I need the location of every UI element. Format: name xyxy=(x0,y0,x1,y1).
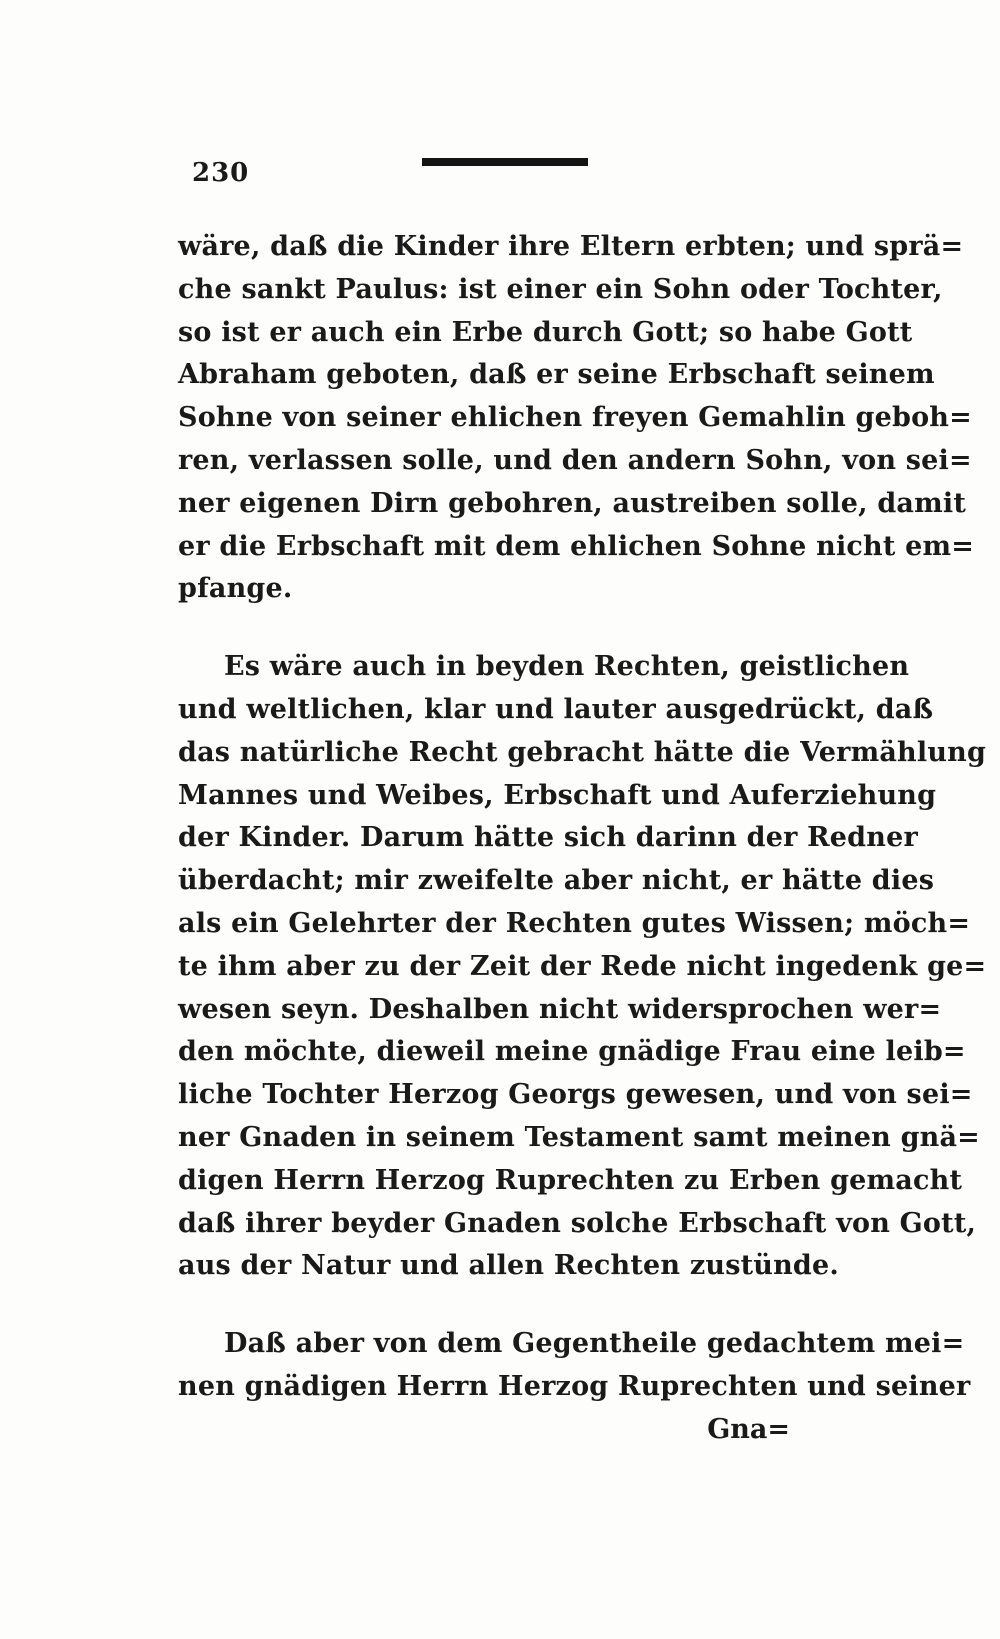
catchword: Gna= xyxy=(707,1413,790,1445)
text-line: Abraham geboten, daß er seine Erbschaft seinem xyxy=(178,359,935,391)
text-line: Daß aber von dem Gegentheile gedachtem mei= xyxy=(224,1328,965,1360)
paragraph-2 xyxy=(178,646,987,1288)
paragraph-3 xyxy=(178,1323,971,1409)
text-line: nen gnädigen Herrn Herzog Ruprechten und seiner xyxy=(178,1370,971,1402)
page-number: 230 xyxy=(192,158,250,188)
text-line: aus der Natur und allen Rechten zustünde. xyxy=(178,1250,839,1282)
text-line: liche Tochter Herzog Georgs gewesen, und von sei= xyxy=(178,1079,973,1111)
text-line: den möchte, dieweil meine gnädige Frau eine leib= xyxy=(178,1036,966,1068)
paragraph-gap xyxy=(178,1288,824,1323)
text-line: ner eigenen Dirn gebohren, austreiben solle, damit xyxy=(178,487,967,519)
text-line: das natürliche Recht gebracht hätte die Vermählung xyxy=(178,736,987,768)
text-line: te ihm aber zu der Zeit der Rede nicht ingedenk ge= xyxy=(178,950,987,982)
text-line: che sankt Paulus: ist einer ein Sohn oder Tochter, xyxy=(178,273,943,305)
body-text xyxy=(178,226,987,1452)
paragraph-gap xyxy=(178,611,824,646)
text-line: so ist er auch ein Erbe durch Gott; so habe Gott xyxy=(178,316,913,348)
text-line: wesen seyn. Deshalben nicht widersprochen wer= xyxy=(178,993,942,1025)
text-line: wäre, daß die Kinder ihre Eltern erbten; und sprä= xyxy=(178,231,964,262)
text-line: und weltlichen, klar und lauter ausgedrückt, daß xyxy=(178,693,934,725)
text-line: daß ihrer beyder Gnaden solche Erbschaft von Gott, xyxy=(178,1207,977,1239)
text-line: Sohne von seiner ehlichen freyen Gemahlin geboh= xyxy=(178,402,972,434)
text-line: digen Herrn Herzog Ruprechten zu Erben gemacht xyxy=(178,1164,963,1196)
text-line: er die Erbschaft mit dem ehlichen Sohne nicht em= xyxy=(178,530,975,562)
page-header xyxy=(192,158,832,198)
text-line: ren, verlassen solle, und den andern Sohn, von sei= xyxy=(178,444,972,476)
header-rule xyxy=(422,158,588,166)
text-line: Mannes und Weibes, Erbschaft und Auferziehung xyxy=(178,779,937,811)
text-line: überdacht; mir zweifelte aber nicht, er hätte dies xyxy=(178,865,935,897)
text-line: Es wäre auch in beyden Rechten, geistlichen xyxy=(224,651,910,683)
text-line: pfange. xyxy=(178,573,293,605)
text-line: als ein Gelehrter der Rechten gutes Wissen; möch= xyxy=(178,907,971,939)
text-line: ner Gnaden in seinem Testament samt meinen gnä= xyxy=(178,1121,980,1153)
text-line: der Kinder. Darum hätte sich darinn der Redner xyxy=(178,822,918,854)
paragraph-1 xyxy=(178,226,975,611)
